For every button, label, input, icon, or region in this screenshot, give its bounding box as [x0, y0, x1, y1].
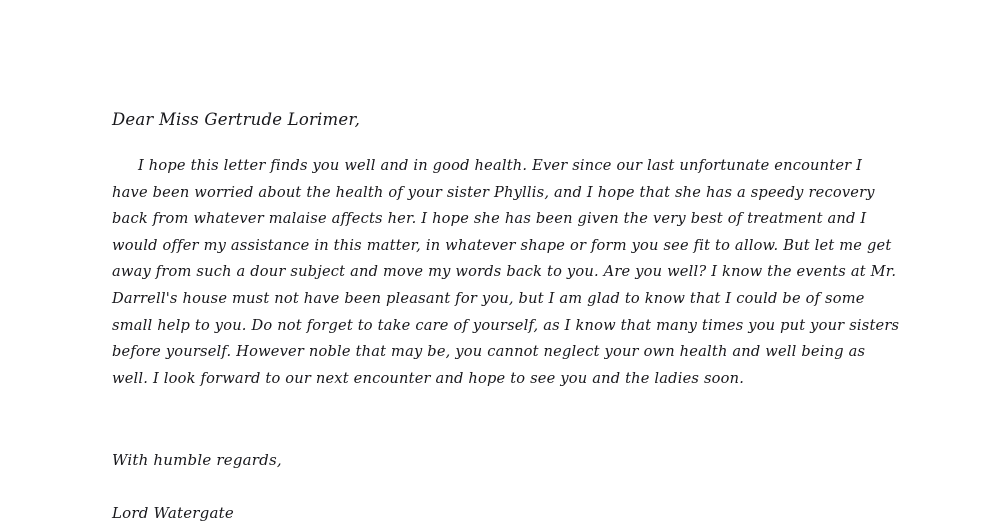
letter-closing: With humble regards,	[112, 451, 282, 470]
letter-body: I hope this letter finds you well and in good health. Ever since our last unfortunate encounter I have been worried about the health of your sister Phyllis, and I hope that she has a speedy recovery back from whatever malaise affects her. I hope she has been given the very best of treatment and I would offer my assistance in this matter, in whatever shape or form you see fit to allow. But let me get away from such a dour subject and move my words back to you. Are you well? I know the events at Mr. Darrell's house must not have been pleasant for you, but I am glad to know that I could be of some small help to you. Do not forget to take care of yourself, as I know that many times you put your sisters before yourself. However noble that may be, you cannot neglect your own health and well being as well. I look forward to our next encounter and hope to see you and the ladies soon.	[112, 157, 900, 387]
letter-closing-block	[112, 450, 902, 524]
letter-salutation: Dear Miss Gertrude Lorimer,	[112, 110, 361, 129]
letter-content	[112, 108, 902, 524]
letter-signature: Lord Watergate	[112, 504, 234, 523]
